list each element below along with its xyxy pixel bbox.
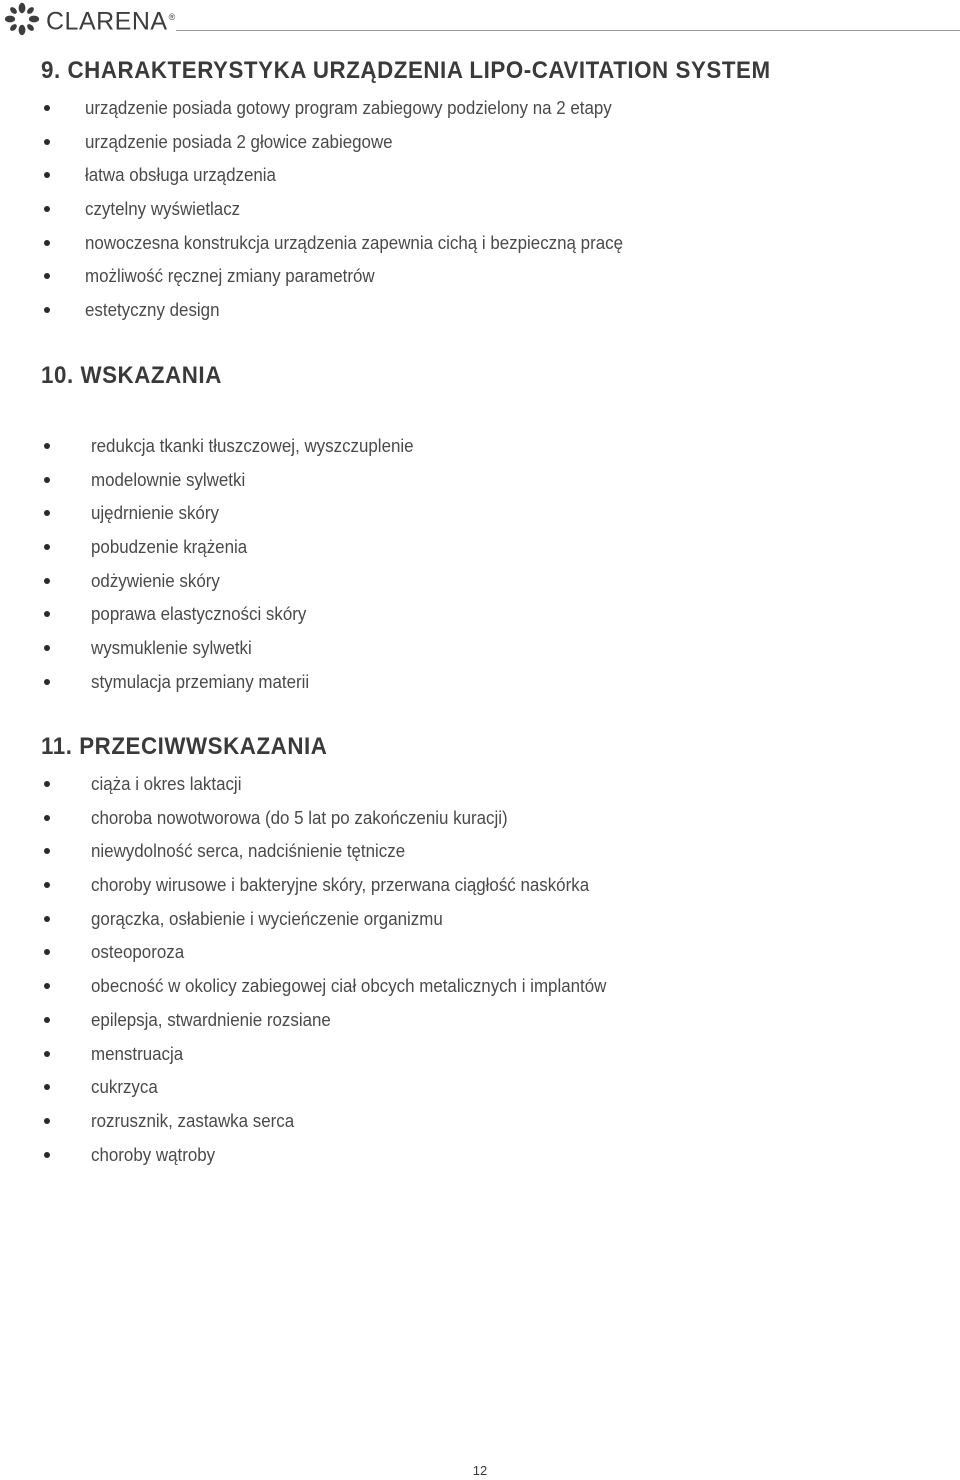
list-item-text: możliwość ręcznej zmiany parametrów: [85, 266, 375, 287]
bullet-icon: [44, 645, 50, 651]
bullet-icon: [44, 206, 50, 212]
list-item-text: wysmuklenie sylwetki: [91, 638, 252, 659]
bullet-icon: [44, 916, 50, 922]
bullet-icon: [44, 1084, 50, 1090]
list-item-text: niewydolność serca, nadciśnienie tętnicze: [91, 841, 406, 862]
list-item-text: choroby wirusowe i bakteryjne skóry, przerwana ciągłość naskórka: [91, 875, 590, 896]
list-item-text: cukrzyca: [91, 1077, 158, 1098]
list-item-text: choroby wątroby: [91, 1144, 216, 1165]
section-title: 10. WSKAZANIA: [41, 362, 222, 389]
bullet-icon: [44, 1017, 50, 1023]
list-item-text: osteoporoza: [91, 942, 185, 963]
list-item-text: epilepsja, stwardnienie rozsiane: [91, 1009, 331, 1030]
page-header: [0, 0, 960, 36]
list-item-text: pobudzenie krążenia: [91, 537, 248, 558]
list-item-text: menstruacja: [91, 1043, 184, 1064]
list-item-text: choroba nowotworowa (do 5 lat po zakończeniu kuracji): [91, 807, 508, 828]
bullet-icon: [44, 611, 50, 617]
bullet-icon: [44, 443, 50, 449]
list-item-text: ciąża i okres laktacji: [91, 774, 242, 794]
section-title: 11. PRZECIWWSKAZANIA: [41, 733, 328, 760]
bullet-icon: [44, 781, 50, 787]
bullet-icon: [44, 172, 50, 178]
bullet-icon: [44, 1051, 50, 1057]
list-item-text: urządzenie posiada gotowy program zabiegowy podzielony na 2 etapy: [85, 98, 612, 118]
bullet-icon: [44, 578, 50, 584]
clarena-logo: [4, 2, 176, 36]
list-item-text: redukcja tkanki tłuszczowej, wyszczuplenie: [91, 436, 414, 456]
list-item-text: łatwa obsługa urządzenia: [85, 165, 276, 186]
section-title: 9. CHARAKTERYSTYKA URZĄDZENIA LIPO-CAVITATION SYSTEM: [41, 57, 771, 84]
bullet-icon: [44, 273, 50, 279]
list-item-text: poprawa elastyczności skóry: [91, 604, 307, 625]
list-item-text: stymulacja przemiany materii: [91, 671, 310, 692]
page-number: 12: [472, 1463, 488, 1478]
bullet-icon: [44, 510, 50, 516]
bullet-icon: [44, 848, 50, 854]
list-item-text: obecność w okolicy zabiegowej ciał obcych metalicznych i implantów: [91, 976, 607, 997]
list-item-text: ujędrnienie skóry: [91, 503, 219, 524]
list-item-text: odżywienie skóry: [91, 570, 220, 591]
registered-mark: ®: [168, 11, 176, 22]
list-item-text: urządzenie posiada 2 głowice zabiegowe: [85, 131, 393, 152]
bullet-icon: [44, 1118, 50, 1124]
list-item-text: gorączka, osłabienie i wycieńczenie organizmu: [91, 908, 443, 929]
bullet-icon: [44, 815, 50, 821]
header-divider: [176, 30, 960, 31]
list-item-text: rozrusznik, zastawka serca: [91, 1110, 295, 1131]
bullet-icon: [44, 307, 50, 313]
bullet-icon: [44, 1152, 50, 1158]
bullet-icon: [44, 983, 50, 989]
list-item-text: modelownie sylwetki: [91, 469, 246, 490]
list-item-text: estetyczny design: [85, 300, 220, 321]
bullet-icon: [44, 105, 50, 111]
flower-icon: [4, 2, 40, 36]
bullet-icon: [44, 477, 50, 483]
list-item-text: czytelny wyświetlacz: [85, 199, 241, 220]
bullet-icon: [44, 240, 50, 246]
bullet-icon: [44, 544, 50, 550]
list-item-text: nowoczesna konstrukcja urządzenia zapewnia cichą i bezpieczną pracę: [85, 232, 623, 253]
bullet-icon: [44, 139, 50, 145]
bullet-icon: [44, 949, 50, 955]
logo-wordmark: CLARENA®: [46, 7, 176, 36]
bullet-icon: [44, 882, 50, 888]
bullet-icon: [44, 679, 50, 685]
